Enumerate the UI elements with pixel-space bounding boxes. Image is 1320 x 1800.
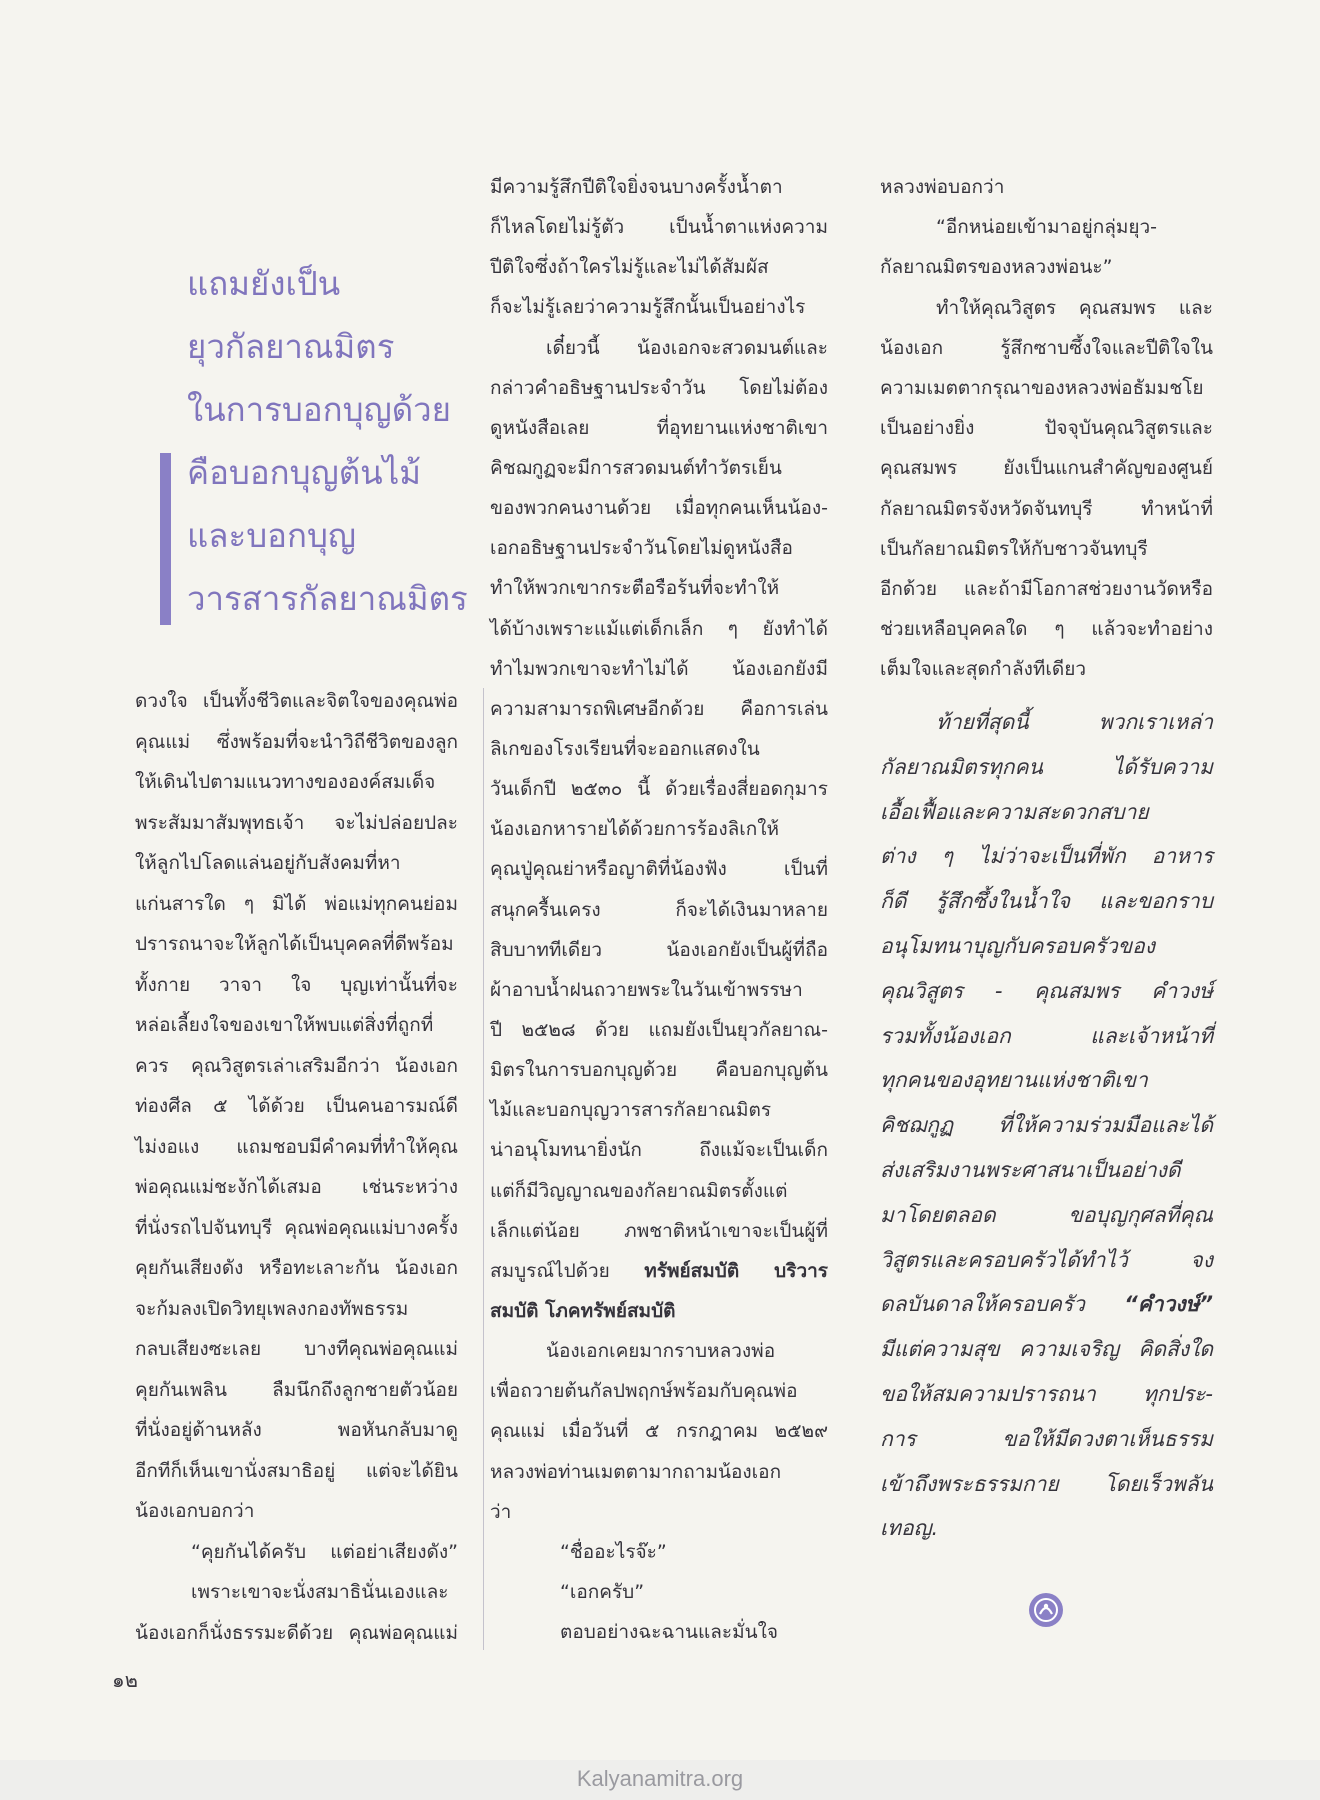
left-column-line: ปรารถนาจะให้ลูกได้เป็นบุคคลที่ดีพร้อม xyxy=(135,933,454,955)
left-column-line: ให้เดินไปตามแนวทางขององค์สมเด็จ xyxy=(135,771,436,793)
middle-column-line: คุณแม่ เมื่อวันที่ ๕ กรกฎาคม ๒๕๒๙ xyxy=(490,1420,828,1443)
closing-message-line: มีแต่ความสุข ความเจริญ คิดสิ่งใด xyxy=(880,1337,1213,1362)
right-column-line: น้องเอก รู้สึกซาบซึ้งใจและปีติใจใน xyxy=(880,336,1213,359)
closing-message-line: รวมทั้งน้องเอก และเจ้าหน้าที่ xyxy=(880,1023,1213,1048)
closing-message-line: ต่าง ๆ ไม่ว่าจะเป็นที่พัก อาหาร xyxy=(880,844,1213,869)
middle-column-line: มีความรู้สึกปีติใจยิ่งจนบางครั้งน้ำตา xyxy=(490,176,783,198)
right-column-line: อีกด้วย และถ้ามีโอกาสช่วยงานวัดหรือ xyxy=(880,577,1213,600)
middle-column-line: ตอบอย่างฉะฉานและมั่นใจ xyxy=(560,1621,779,1644)
left-column-line: ที่นั่งอยู่ด้านหลัง พอหันกลับมาดู xyxy=(135,1419,458,1441)
footer-watermark: Kalyanamitra.org xyxy=(576,1766,744,1791)
middle-column xyxy=(490,167,828,1652)
closing-message-line: กัลยาณมิตรทุกคน ได้รับความ xyxy=(880,754,1213,779)
left-column-line: จะก้มลงเปิดวิทยุเพลงกองทัพธรรม xyxy=(135,1297,409,1320)
middle-column-text: สมบูรณ์ไปด้วย xyxy=(490,1259,610,1282)
closing-message-line: มาโดยตลอด ขอบุญกุศลที่คุณ xyxy=(880,1202,1213,1227)
closing-message xyxy=(880,700,1213,1551)
pull-quote-accent-bar xyxy=(160,453,171,625)
middle-column-line: ได้บ้างเพราะแม้แต่เด็กเล็ก ๆ ยังทำได้ xyxy=(490,617,828,640)
closing-message-line: วิสูตรและครอบครัวได้ทำไว้ จง xyxy=(880,1247,1213,1272)
left-column-line: พระสัมมาสัมพุทธเจ้า จะไม่ปล่อยปละ xyxy=(135,811,458,834)
middle-column-line: ทำไมพวกเขาจะทำไม่ได้ น้องเอกยังมี xyxy=(490,657,828,680)
left-column-line: เพราะเขาจะนั่งสมาธินั่นเองและ xyxy=(191,1581,449,1603)
closing-message-line: ทุกคนของอุทยานแห่งชาติเขา xyxy=(880,1068,1148,1093)
closing-message-line: เทอญ. xyxy=(880,1516,939,1541)
page-number: ๑๒ xyxy=(112,1668,138,1692)
middle-column-line: สมบัติ โภคทรัพย์สมบัติ xyxy=(490,1299,676,1322)
middle-column-bold-text: ทรัพย์สมบัติ บริวาร xyxy=(644,1259,828,1282)
middle-column-line: เดี๋ยวนี้ น้องเอกจะสวดมนต์และ xyxy=(546,336,828,359)
middle-column-line: แต่ก็มีวิญญาณของกัลยาณมิตรตั้งแต่ xyxy=(490,1179,788,1202)
right-column-line: ทำให้คุณวิสูตร คุณสมพร และ xyxy=(936,296,1213,319)
right-column-line: ความเมตตากรุณาของหลวงพ่อธัมมชโย xyxy=(880,376,1204,399)
middle-column-line xyxy=(490,1251,828,1291)
middle-column-line: ลิเกของโรงเรียนที่จะออกแสดงใน xyxy=(490,737,760,760)
middle-column-line: กล่าวคำอธิษฐานประจำวัน โดยไม่ต้อง xyxy=(490,376,828,399)
left-column-line: ไม่งอแง แถมชอบมีคำคมที่ทำให้คุณ xyxy=(135,1135,458,1158)
middle-column-line: เอกอธิษฐานประจำวันโดยไม่ดูหนังสือ xyxy=(490,537,793,560)
middle-column-line: ของพวกคนงานด้วย เมื่อทุกคนเห็นน้อง- xyxy=(490,497,828,520)
middle-column-line: ว่า xyxy=(490,1500,512,1523)
left-column-line: คุณวิสูตรเล่าเสริมอีกว่า น้องเอก xyxy=(191,1054,458,1077)
middle-column-line: “ชื่ออะไรจ๊ะ” xyxy=(560,1540,667,1563)
right-column-line: เต็มใจและสุดกำลังทีเดียว xyxy=(880,658,1087,681)
middle-column-line: ปีติใจซึ่งถ้าใครไม่รู้และไม่ได้สัมผัส xyxy=(490,256,769,279)
middle-column-line: ทำให้พวกเขากระตือรือร้นที่จะทำให้ xyxy=(490,577,780,600)
left-column-line: อีกทีก็เห็นเขานั่งสมาธิอยู่ แต่จะได้ยิน xyxy=(135,1459,458,1482)
right-column-line: เป็นอย่างยิ่ง ปัจจุบันคุณวิสูตรและ xyxy=(880,417,1213,440)
pull-quote-line: คือบอกบุญต้นไม้ xyxy=(187,453,422,492)
middle-column-line: คุณปู่คุณย่าหรือญาติที่น้องฟัง เป็นที่ xyxy=(490,858,828,881)
middle-column-line: หลวงพ่อท่านเมตตามากถามน้องเอก xyxy=(490,1460,782,1483)
middle-column-line: ดูหนังสือเลย ที่อุทยานแห่งชาติเขา xyxy=(490,416,828,439)
closing-message-line: ส่งเสริมงานพระศาสนาเป็นอย่างดี xyxy=(880,1157,1181,1182)
middle-column-line: น้องเอกเคยมากราบหลวงพ่อ xyxy=(546,1340,776,1363)
column-divider xyxy=(483,688,484,1650)
middle-column-line: ความสามารถพิเศษอีกด้วย คือการเล่น xyxy=(490,697,828,720)
kalyanamitra-logo-icon xyxy=(1028,1592,1064,1628)
closing-message-line: คุณวิสูตร - คุณสมพร คำวงษ์ xyxy=(880,978,1213,1003)
left-column-line: แก่นสารใด ๆ มิได้ พ่อแม่ทุกคนย่อม xyxy=(135,892,458,915)
middle-column-line: มิตรในการบอกบุญด้วย คือบอกบุญต้น xyxy=(490,1059,828,1082)
left-column-line: น้องเอกก็นั่งธรรมะดีด้วย คุณพ่อคุณแม่ xyxy=(135,1621,458,1644)
closing-message-bold-text: “คำวงษ์” xyxy=(1124,1292,1213,1317)
middle-column-line: สิบบาททีเดียว น้องเอกยังเป็นผู้ที่ถือ xyxy=(490,938,828,961)
middle-column-line: คิชฌกูฏจะมีการสวดมนต์ทำวัตรเย็น xyxy=(490,456,782,479)
left-column xyxy=(135,681,458,1653)
closing-message-line: ก็ดี รู้สึกซึ้งในน้ำใจ และขอกราบ xyxy=(880,889,1213,914)
middle-column-line: ก็จะไม่รู้เลยว่าความรู้สึกนั้นเป็นอย่างไร xyxy=(490,296,806,319)
closing-message-line: คิชฌกูฏ ที่ให้ความร่วมมือและได้ xyxy=(880,1113,1213,1138)
middle-column-line: สนุกครื้นเครง ก็จะได้เงินมาหลาย xyxy=(490,898,828,921)
right-column-line: เป็นกัลยาณมิตรให้กับชาวจันทบุรี xyxy=(880,537,1148,560)
left-column-line: ทั้งกาย วาจา ใจ บุญเท่านั้นที่จะ xyxy=(135,973,458,996)
closing-message-text: ดลบันดาลให้ครอบครัว xyxy=(880,1292,1085,1317)
left-column-line: กลบเสียงซะเลย บางทีคุณพ่อคุณแม่ xyxy=(135,1338,458,1360)
middle-column-line: ไม้และบอกบุญวารสารกัลยาณมิตร xyxy=(490,1099,772,1122)
pull-quote-line: แถมยังเป็น xyxy=(187,264,341,303)
middle-column-line: น้องเอกหารายได้ด้วยการร้องลิเกให้ xyxy=(490,818,780,841)
right-column-line: กัลยาณมิตรของหลวงพ่อนะ” xyxy=(880,256,1113,279)
closing-message-line: อนุโมทนาบุญกับครอบครัวของ xyxy=(880,933,1155,958)
middle-column-line: ก็ไหลโดยไม่รู้ตัว เป็นน้ำตาแห่งความ xyxy=(490,216,828,239)
pull-quote-line: วารสารกัลยาณมิตร xyxy=(187,579,468,618)
left-column-line: คุณแม่ ซึ่งพร้อมที่จะนำวิถีชีวิตของลูก xyxy=(135,730,458,753)
left-column-line: คุยกันเพลิน ลืมนึกถึงลูกชายตัวน้อย xyxy=(135,1378,458,1401)
right-column-line: ช่วยเหลือบุคคลใด ๆ แล้วจะทำอย่าง xyxy=(880,618,1213,641)
left-column-line: พ่อคุณแม่ชะงักได้เสมอ เช่นระหว่าง xyxy=(135,1176,458,1198)
middle-column-line: เพื่อถวายต้นกัลปพฤกษ์พร้อมกับคุณพ่อ xyxy=(490,1380,798,1403)
middle-column-line: วันเด็กปี ๒๕๓๐ นี้ ด้วยเรื่องสี่ยอดกุมาร xyxy=(490,778,828,801)
pull-quote-line: และบอกบุญ xyxy=(187,516,357,555)
left-column-line: ดวงใจ เป็นทั้งชีวิตและจิตใจของคุณพ่อ xyxy=(135,690,458,712)
left-column-line: ให้ลูกไปโลดแล่นอยู่กับสังคมที่หา xyxy=(135,852,401,874)
right-column xyxy=(880,167,1213,689)
right-column-line: คุณสมพร ยังเป็นแกนสำคัญของศูนย์ xyxy=(880,457,1213,480)
pull-quote xyxy=(187,252,477,630)
left-column-line: น้องเอกบอกว่า xyxy=(135,1500,255,1522)
middle-column-line: ผ้าอาบน้ำฝนถวายพระในวันเข้าพรรษา xyxy=(490,978,803,1001)
middle-column-line: น่าอนุโมทนายิ่งนัก ถึงแม้จะเป็นเด็ก xyxy=(490,1139,828,1162)
closing-message-line: เข้าถึงพระธรรมกาย โดยเร็วพลัน xyxy=(880,1471,1213,1496)
closing-message-line: ขอให้สมความปรารถนา ทุกประ- xyxy=(880,1381,1213,1406)
middle-column-line: “เอกครับ” xyxy=(560,1580,645,1603)
left-column-line: คุยกันเสียงดัง หรือทะเลาะกัน น้องเอก xyxy=(135,1257,458,1279)
middle-column-line: ปี ๒๕๒๘ ด้วย แถมยังเป็นยุวกัลยาณ- xyxy=(490,1018,828,1041)
left-column-line: ท่องศีล ๕ ได้ด้วย เป็นคนอารมณ์ดี xyxy=(135,1095,458,1117)
pull-quote-line: ในการบอกบุญด้วย xyxy=(187,390,452,429)
closing-message-line: เอื้อเฟื้อและความสะดวกสบาย xyxy=(880,799,1149,824)
right-column-line: “อีกหน่อยเข้ามาอยู่กลุ่มยุว- xyxy=(936,216,1158,239)
closing-message-line xyxy=(880,1282,1213,1327)
left-column-line: ที่นั่งรถไปจันทบุรี คุณพ่อคุณแม่บางครั้ง xyxy=(135,1216,458,1239)
middle-column-line: เล็กแต่น้อย ภพชาติหน้าเขาจะเป็นผู้ที่ xyxy=(490,1219,828,1242)
left-column-line: “คุยกันได้ครับ แต่อย่าเสียงดัง” xyxy=(191,1540,458,1563)
left-column-line: หล่อเลี้ยงใจของเขาให้พบแต่สิ่งที่ถูกที่ควร xyxy=(135,1014,434,1077)
closing-message-line: การ ขอให้มีดวงตาเห็นธรรม xyxy=(880,1426,1213,1451)
right-column-line: กัลยาณมิตรจังหวัดจันทบุรี ทำหน้าที่ xyxy=(880,497,1213,520)
closing-message-line: ท้ายที่สุดนี้ พวกเราเหล่า xyxy=(936,710,1213,734)
pull-quote-line: ยุวกัลยาณมิตร xyxy=(187,327,395,366)
right-column-line: หลวงพ่อบอกว่า xyxy=(880,176,1005,198)
